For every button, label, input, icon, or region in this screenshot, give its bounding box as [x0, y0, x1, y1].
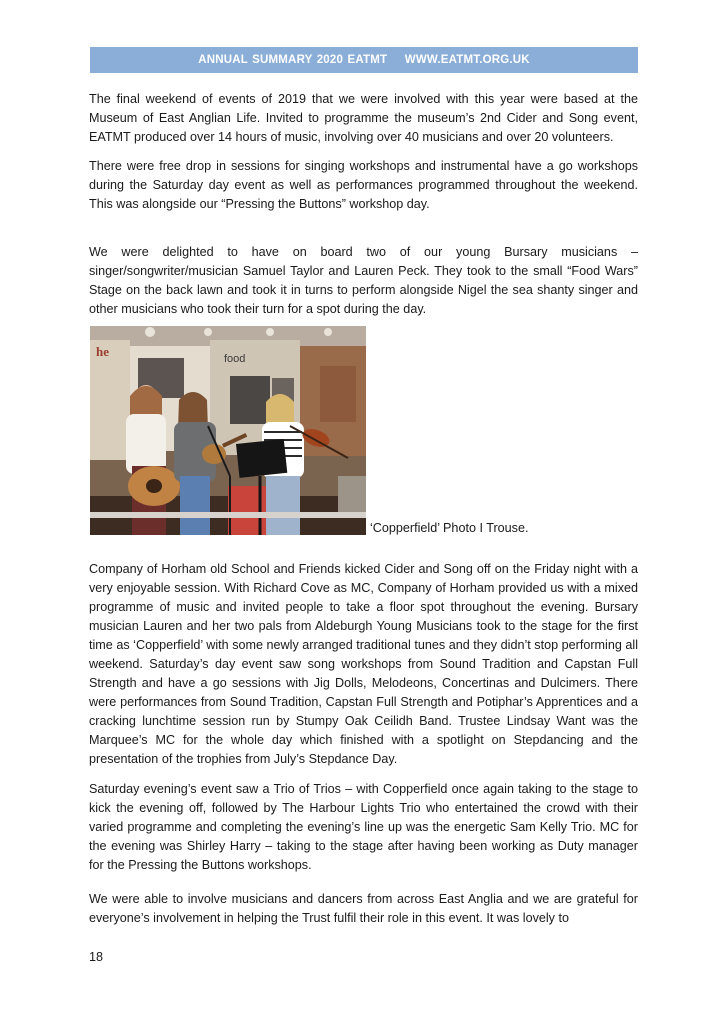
paragraph-bursary: We were delighted to have on board two of our young Bursary musicians – singer/songwriter/musician Samuel Taylor and Lauren Peck. They took to the small “Food Wars” Stage on the back lawn and took it in turns to perform alongside Nigel the sea shanty singer and other musicians who took their turn for a spot during the day. — [89, 245, 638, 316]
copperfield-photo — [90, 326, 366, 535]
wall-text-he: he — [96, 344, 109, 359]
paragraph-intro: The final weekend of events of 2019 that we were involved with this year were based at the Museum of East Anglian Life. Invited to programme the museum’s 2nd Cider and Song event, EATMT produced over 14 hours of music, involving over 40 musicians and over 20 volunteers. — [89, 92, 638, 144]
wall-text-food: food — [224, 353, 246, 365]
header-banner-text: ANNUAL SUMMARY 2020 EATMT WWW.EATMT.ORG.UK — [198, 54, 530, 66]
photo-caption: ‘Copperfield’ Photo I Trouse. — [370, 521, 529, 535]
paragraph-sessions: There were free drop in sessions for singing workshops and instrumental have a go workshops during the Saturday day event as well as performances programmed throughout the weekend. This was alongside our “Pressing the Buttons” workshop day. — [89, 159, 638, 211]
header-banner — [90, 47, 638, 73]
page-number: 18 — [89, 950, 104, 964]
paragraph-friday-night: Company of Horham old School and Friends kicked Cider and Song off on the Friday night with a very enjoyable session. With Richard Cove as MC, Company of Horham provided us with a mixed programme of music and invited people to take a floor spot throughout the evening. Bursary musician Lauren and her two pals from Aldeburgh Young Musicians took to the stage for the first time as ‘Copperfield’ with some newly arranged traditional tunes and they didn’t stop performing all weekend. Saturday’s day event saw song workshops from Sound Tradition and Capstan Full Strength and have a go sessions with Jig Dolls, Melodeons, Concertinas and Dulcimers. There were performances from Sound Tradition, Capstan Full Strength and Potiphar’s Apprentices and a cracking lunchtime session run by Stumpy Oak Ceilidh Band. Trustee Lindsay Want was the Marquee’s MC for the whole day which finished with a spotlight on Stepdancing and the presentation of the trophies from July’s Stepdance Day. — [89, 562, 638, 766]
paragraph-saturday-evening: Saturday evening’s event saw a Trio of Trios – with Copperfield once again taking to the stage to kick the evening off, followed by The Harbour Lights Trio who entertained the crowd with their varied programme and completing the evening’s line up was the energetic Sam Kelly Trio. MC for the evening was Shirley Harry – taking to the stage after having been working as Duty manager for the Pressing the Buttons workshops. — [89, 782, 638, 872]
paragraph-involvement: We were able to involve musicians and dancers from across East Anglia and we are grateful for everyone’s involvement in helping the Trust fulfil their role in this event. It was lovely to — [89, 892, 638, 925]
